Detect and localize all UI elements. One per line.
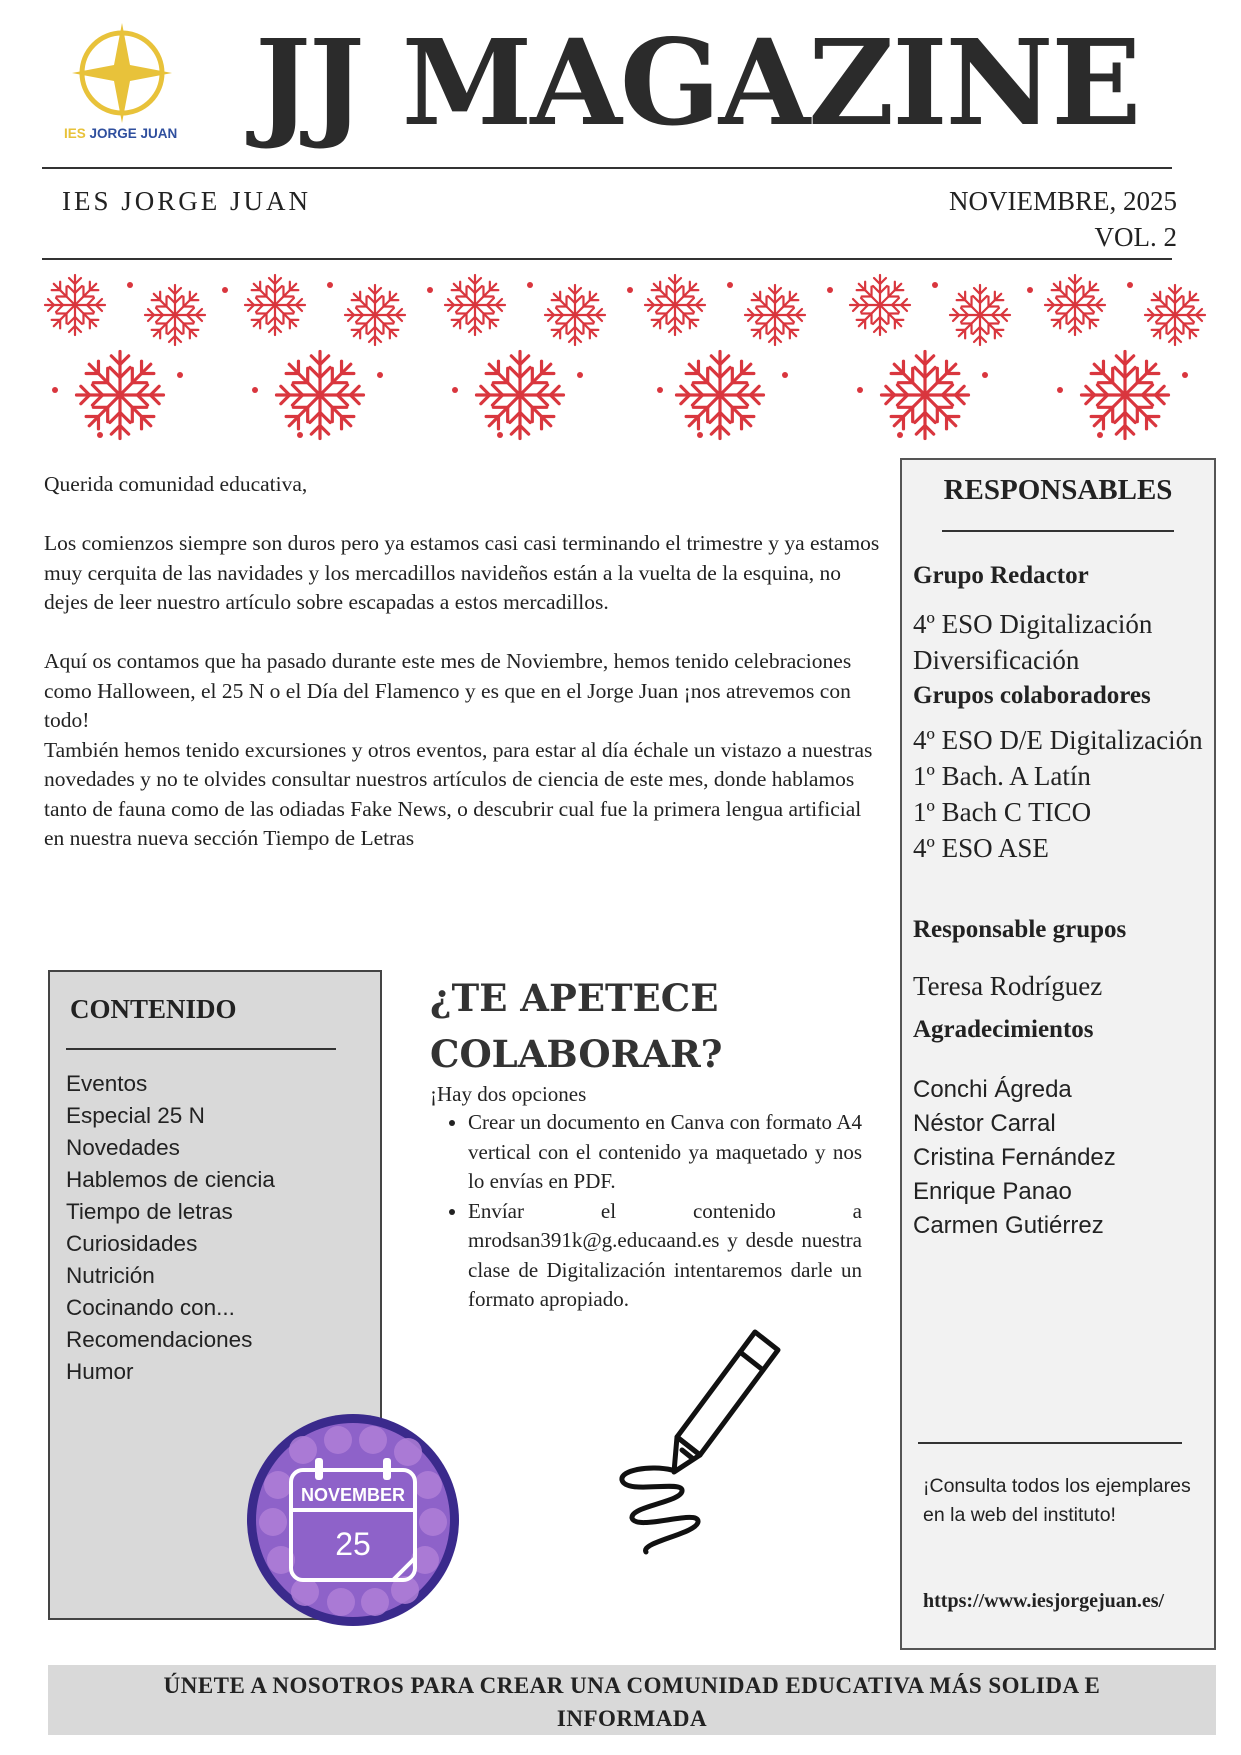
colaboradores-heading: Grupos colaboradores [913, 682, 1151, 709]
colaborar-options [430, 1108, 862, 1315]
snowflake-icon [277, 352, 364, 439]
responsable-heading: Responsable grupos [913, 916, 1127, 943]
colaborar-title [430, 970, 722, 1082]
snowflake-icon [1045, 275, 1105, 335]
snowflake-icon [77, 352, 164, 439]
november-25-badge [243, 1410, 463, 1630]
agradecimiento-item: Néstor Carral [913, 1110, 1056, 1137]
contenido-item: Humor [66, 1359, 134, 1384]
header-rule-bottom [42, 258, 1172, 260]
agradecimiento-item: Conchi Ágreda [913, 1076, 1072, 1103]
colaborador-item: 4º ESO D/E Digitalización [913, 725, 1203, 755]
consulta-note: ¡Consulta todos los ejemplares en la web del instituto! [923, 1475, 1191, 1526]
colaborador-item: 1º Bach. A Latín [913, 761, 1091, 791]
website-link[interactable]: https://www.iesjorgejuan.es/ [923, 1590, 1165, 1612]
calendar-badge-icon [243, 1410, 463, 1630]
intro-paragraph-3: También hemos tenido excursiones y otros eventos, para estar al día échale un vistazo a nuestras novedades y no te olvides consultar nuestros artículos de ciencia de este mes, donde hablamos tanto de fauna como de las odiadas Fake News, o descubrir cual fue la primera lengua artificial en nuestra nueva sección Tiempo de Letras [44, 737, 873, 850]
contenido-item: Recomendaciones [66, 1327, 253, 1352]
contenido-item: Especial 25 N [66, 1103, 205, 1128]
issue-date: NOVIEMBRE, 2025 [949, 186, 1177, 216]
colaborador-item: 1º Bach C TICO [913, 797, 1092, 827]
colaborar-option: • Crear un documento en Canva con formato A4 vertical con el contenido ya maquetado y nos lo envías en PDF. [468, 1108, 862, 1197]
contenido-item: Hablemos de ciencia [66, 1167, 275, 1192]
issue-volume: VOL. 2 [1094, 222, 1177, 252]
agradecimiento-item: Carmen Gutiérrez [913, 1212, 1104, 1239]
school-name: IES JORGE JUAN [62, 186, 312, 216]
sidebar-divider [942, 530, 1174, 532]
colaborar-title-line: COLABORAR? [430, 1032, 723, 1076]
agradecimiento-item: Enrique Panao [913, 1178, 1072, 1205]
footer-line: ÚNETE A NOSOTROS PARA CREAR UNA COMUNIDAD EDUCATIVA MÁS SOLIDA E [163, 1673, 1101, 1698]
colaborar-option: • Envíar el contenido a mrodsan391k@g.educaand.es y desde nuestra clase de Digitalización intentaremos darle un formato apropiado. [468, 1197, 862, 1315]
snowflake-icon [545, 285, 605, 345]
snowflake-icon [950, 285, 1010, 345]
snowflake-icon [1082, 352, 1169, 439]
header-rule-top [42, 167, 1172, 169]
footer-banner [48, 1665, 1216, 1735]
contenido-item: Cocinando con... [66, 1295, 235, 1320]
colaborar-intro: ¡Hay dos opciones [430, 1082, 587, 1106]
grupo-redactor-item: Diversificación [913, 645, 1080, 675]
contenido-divider [66, 1048, 336, 1050]
snowflake-icon [677, 352, 764, 439]
grupo-redactor-heading: Grupo Redactor [913, 562, 1089, 589]
snowflake-icon [477, 352, 564, 439]
colaborador-item: 4º ESO ASE [913, 833, 1049, 863]
sidebar-heading: RESPONSABLES [943, 474, 1173, 506]
contenido-item: Eventos [66, 1071, 148, 1096]
magazine-title: JJ MAGAZINE [255, 13, 1140, 152]
snowflake-icon [1145, 285, 1205, 345]
snowflake-icon [145, 285, 205, 345]
snowflake-icon [882, 352, 969, 439]
snowflake-icon [745, 285, 805, 345]
badge-month: NOVEMBER [300, 1485, 406, 1505]
snowflake-icon [445, 275, 505, 335]
responsable-name: Teresa Rodríguez [913, 971, 1103, 1001]
contenido-item: Nutrición [66, 1263, 155, 1288]
intro-letter [44, 470, 884, 854]
responsables-sidebar [900, 458, 1216, 1650]
compass-logo-icon [60, 18, 190, 148]
snowflake-icon [345, 285, 405, 345]
intro-paragraph-1: Los comienzos siempre son duros pero ya estamos casi casi terminando el trimestre y ya estamos muy cerquita de las navidades y los mercadillos navideños están a la vuelta de la esquina, no dejes de leer nuestro artículo sobre escapadas a estos mercadillos. [44, 531, 880, 614]
sidebar-divider-bottom [918, 1442, 1182, 1444]
contenido-item: Novedades [66, 1135, 180, 1160]
contenido-heading: CONTENIDO [70, 994, 237, 1024]
snowflake-icon [850, 275, 910, 335]
intro-greeting: Querida comunidad educativa, [44, 472, 308, 496]
grupo-redactor-item: 4º ESO Digitalización [913, 609, 1153, 639]
pencil-icon [610, 1320, 790, 1560]
agradecimientos-heading: Agradecimientos [913, 1016, 1094, 1043]
snowflake-icon [245, 275, 305, 335]
school-logo [60, 18, 190, 148]
contenido-item: Curiosidades [66, 1231, 198, 1256]
colaborar-title-line: ¿TE APETECE [430, 976, 719, 1020]
agradecimiento-item: Cristina Fernández [913, 1144, 1116, 1171]
intro-paragraph-2: Aquí os contamos que ha pasado durante este mes de Noviembre, hemos tenido celebraciones como Halloween, el 25 N o el Día del Flamenco y es que en el Jorge Juan ¡nos atrevemos con todo! [44, 649, 852, 732]
contenido-list [66, 1068, 275, 1388]
snowflake-icon [45, 275, 105, 335]
footer-line: INFORMADA [556, 1706, 708, 1731]
svg-text:IES JORGE JUAN: IES JORGE JUAN [64, 126, 178, 141]
badge-day: 25 [335, 1526, 371, 1562]
snowflake-banner [40, 265, 1220, 455]
contenido-item: Tiempo de letras [66, 1199, 233, 1224]
snowflake-icon [645, 275, 705, 335]
